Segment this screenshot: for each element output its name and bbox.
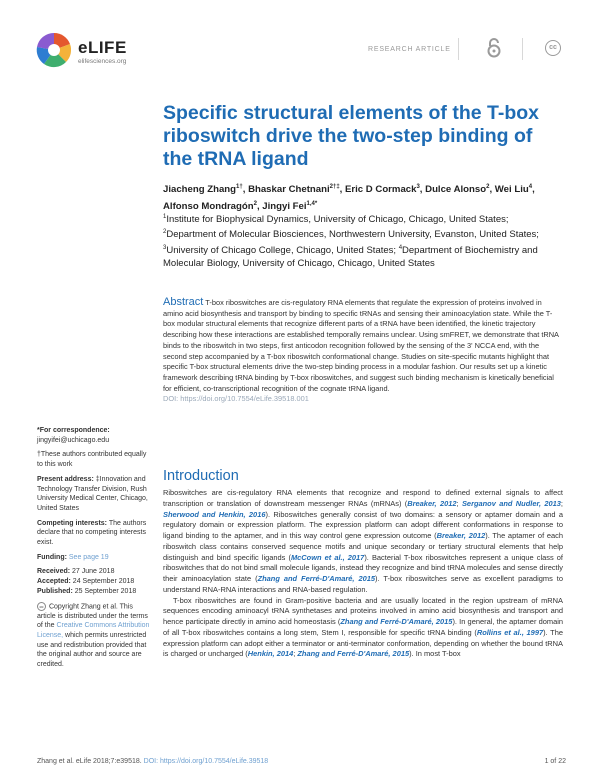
brand-url[interactable]: elifesciences.org xyxy=(78,58,127,65)
text-run: ). Bacterial T-box riboswitches represent a unique class of riboswitches that do not bind small molecule ligands, instead they recognize and bind tRNA molecules and sense directly their aminoacylation state ( xyxy=(163,552,563,583)
funding-link[interactable]: See page 19 xyxy=(68,553,109,561)
text-run: ). The expression platform can adopt either a terminator or anti-terminator conformation, depending on whether the bound tRNA is charged or uncharged ( xyxy=(163,627,563,659)
accepted-label: Accepted: xyxy=(37,578,71,586)
text-run: ; xyxy=(456,498,462,508)
equal-contribution-note: †These authors contributed equally to this work xyxy=(37,451,147,469)
footer-citation-text: Zhang et al. eLife 2018;7:e39518. xyxy=(37,758,142,765)
published-label: Published: xyxy=(37,587,73,595)
correspondence-email[interactable]: jingyifei@uchicago.edu xyxy=(37,436,110,444)
author-name[interactable]: Eric D Cormack xyxy=(345,184,417,196)
author-sup: 2 xyxy=(253,201,257,208)
copyright-text-end: which permits unrestricted use and redistribution provided that the original author and source are credited. xyxy=(37,632,147,669)
citation-link[interactable]: Sherwood and Henkin, 2016 xyxy=(163,509,266,519)
author-name[interactable]: Jingyi Fei xyxy=(262,201,307,213)
paragraph xyxy=(163,596,563,661)
affiliations xyxy=(163,211,563,271)
affil-sup: 2 xyxy=(163,229,167,236)
citation-link[interactable]: Breaker, 2012 xyxy=(407,498,457,508)
creative-commons-icon xyxy=(545,40,561,56)
footer-citation xyxy=(37,758,268,765)
author-name[interactable]: Bhaskar Chetnani xyxy=(248,184,330,196)
citation-link[interactable]: Henkin, 2014 xyxy=(247,649,294,659)
header-divider xyxy=(522,38,523,60)
accepted-date: 24 September 2018 xyxy=(72,578,135,586)
funding-label: Funding: xyxy=(37,553,67,561)
text-run: ). T-box riboswitches serve as excellent paradigms to understand RNA-RNA interactions and RNA-based regulation. xyxy=(163,574,564,594)
page-number: 1 of 22 xyxy=(544,758,566,765)
published-date: 25 September 2018 xyxy=(74,587,137,595)
brand-name: eLIFE xyxy=(78,38,127,57)
paragraph xyxy=(163,488,563,596)
author-name[interactable]: Jiacheng Zhang xyxy=(163,184,237,196)
sidebar-metadata xyxy=(37,426,153,675)
cc-icon-label: cc xyxy=(549,44,557,51)
text-run: ). In general, the aptamer domain of all T-box riboswitches contains a long stem, Stem I, responsible for specific tRNA binding ( xyxy=(163,617,563,637)
author-sup: 2†‡ xyxy=(329,184,340,190)
text-run: ). In most T-box xyxy=(409,649,461,659)
author-sup: 1,4* xyxy=(306,201,318,208)
copyright-cc-icon: cc xyxy=(37,602,46,611)
text-run: Riboswitches are cis-regulatory RNA elements that recognize and respond to defined external signals to affect transcription or translation of downstream messenger RNAs (mRNAs) ( xyxy=(163,488,563,508)
correspondence-label: *For correspondence: xyxy=(37,427,110,434)
received-date: 27 June 2018 xyxy=(72,568,115,576)
section-heading: Introduction xyxy=(163,468,239,484)
author-name[interactable]: Alfonso Mondragón xyxy=(163,201,254,213)
present-address-label: Present address: xyxy=(37,475,94,483)
citation-link[interactable]: Zhang and Ferré-D'Amaré, 2015 xyxy=(297,649,410,659)
competing-interests-label: Competing interests: xyxy=(37,519,108,527)
header-divider xyxy=(458,38,459,60)
received-label: Received: xyxy=(37,568,71,576)
present-address-text: ‡Innovation and Technology Transfer Division, Rush University Medical Center, Chicago, United States xyxy=(37,475,148,512)
elife-logo-icon xyxy=(34,30,74,70)
text-run: ). The aptamer of each riboswitch class contains conserved sequence motifs and unique secondary or tertiary structural elements that help distinguish and bind specific ligands ( xyxy=(163,531,563,562)
article-title: Specific structural elements of the T-box riboswitch drive the two-step binding of the tRNA ligand xyxy=(163,102,540,170)
copyright-text: Copyright Zhang et al. This article is distributed under the terms of the xyxy=(37,602,148,630)
text-run: T-box riboswitches are found in Gram-positive bacteria and are usually located in the region upstream of mRNA sequences encoding aminoacyl tRNA synthetases and proteins involved in amino acid biosynthesis and transport and hence participate directly in amino acid homeostasis ( xyxy=(163,595,563,626)
author-sup: 4 xyxy=(528,184,533,190)
affiliation: Department of Biochemistry and Molecular Biology, University of Chicago, Chicago, United States xyxy=(163,245,538,270)
affil-sup: 3 xyxy=(163,244,167,251)
author-list: Jiacheng Zhang$^{1\dagger}$, Bhaskar Chetnani$^{2\dagger\ddagger}$, Eric D Cormack$^3$, Dulce Alonso$^2$, Wei Liu$^4$, Alfonso Mondragón$^2$, Jingyi Fei$^{1,4*}$ xyxy=(163,184,535,213)
author-sup: 1† xyxy=(236,184,243,190)
citation-link[interactable]: Serganov and Nudler, 2013 xyxy=(461,498,561,508)
affiliation: Department of Molecular Biosciences, Northwestern University, Evanston, United States; xyxy=(166,229,539,241)
text-run: ; xyxy=(293,649,298,659)
citation-link[interactable]: Breaker, 2012 xyxy=(436,531,486,540)
affil-sup: 1 xyxy=(163,214,167,220)
affiliation: University of Chicago College, Chicago, United States; xyxy=(166,245,397,257)
citation-link[interactable]: McCown et al., 2017 xyxy=(290,552,365,562)
license-link[interactable]: Creative Commons Attribution License, xyxy=(37,622,150,639)
abstract-doi-link[interactable]: DOI: https://doi.org/10.7554/eLife.39518.001 xyxy=(163,394,309,404)
abstract-text: T-box riboswitches are cis-regulatory RNA elements that regulate the expression of proteins involved in amino acid biosynthesis and transport by binding to specific tRNAs and sensing their aminoacylation state. While the T-box modular structural elements that recognize different parts of a tRNA have been identified, the kinetic trajectory describing how these interactions are established temporally remains unclear. Using smFRET, we demonstrate that tRNA binds to the riboswitch in two steps, first anticodon recognition followed by the sensing of the 3' NCCA end, with the second step accompanied by a T-box riboswitch conformational change. Studies on site-specific mutants highlight that specific T-box structural elements drive the two-step binding process in a modular fashion. Our results set up a kinetic framework describing tRNA binding by T-box riboswitches, and suggest such binding mechanism is kinetically beneficial for efficient, co-transcriptional recognition of the cognate tRNA ligand. xyxy=(163,298,559,393)
abstract xyxy=(163,297,563,405)
abstract-label: Abstract xyxy=(163,296,204,308)
author-sup: 3 xyxy=(416,184,420,190)
affil-sup: 4 xyxy=(398,244,403,251)
affiliation: Institute for Biophysical Dynamics, University of Chicago, Chicago, United States; xyxy=(166,214,509,226)
text-run: ; xyxy=(560,498,563,508)
footer-doi-link[interactable]: DOI: https://doi.org/10.7554/eLife.39518 xyxy=(143,758,269,765)
author-name[interactable]: Dulce Alonso xyxy=(425,184,487,196)
citation-link[interactable]: Zhang and Ferré-D'Amaré, 2015 xyxy=(257,574,375,583)
article-type-label: RESEARCH ARTICLE xyxy=(368,46,451,53)
open-access-icon xyxy=(487,37,501,59)
text-run: ). Riboswitches generally consist of two domains: a sensory or aptamer domain and a regulatory domain or expression platform. The expression platform can adopt different conformations in response to ligand binding to the aptamer, and in this way control gene expression outcome ( xyxy=(163,509,564,540)
citation-link[interactable]: Zhang and Ferré-D'Amaré, 2015 xyxy=(340,617,453,626)
body-text xyxy=(163,488,563,660)
citation-link[interactable]: Rollins et al., 1997 xyxy=(476,627,544,637)
author-name[interactable]: Wei Liu xyxy=(494,184,529,196)
competing-interests-text: The authors declare that no competing interests exist. xyxy=(37,519,147,547)
author-sup: 2 xyxy=(486,184,490,190)
